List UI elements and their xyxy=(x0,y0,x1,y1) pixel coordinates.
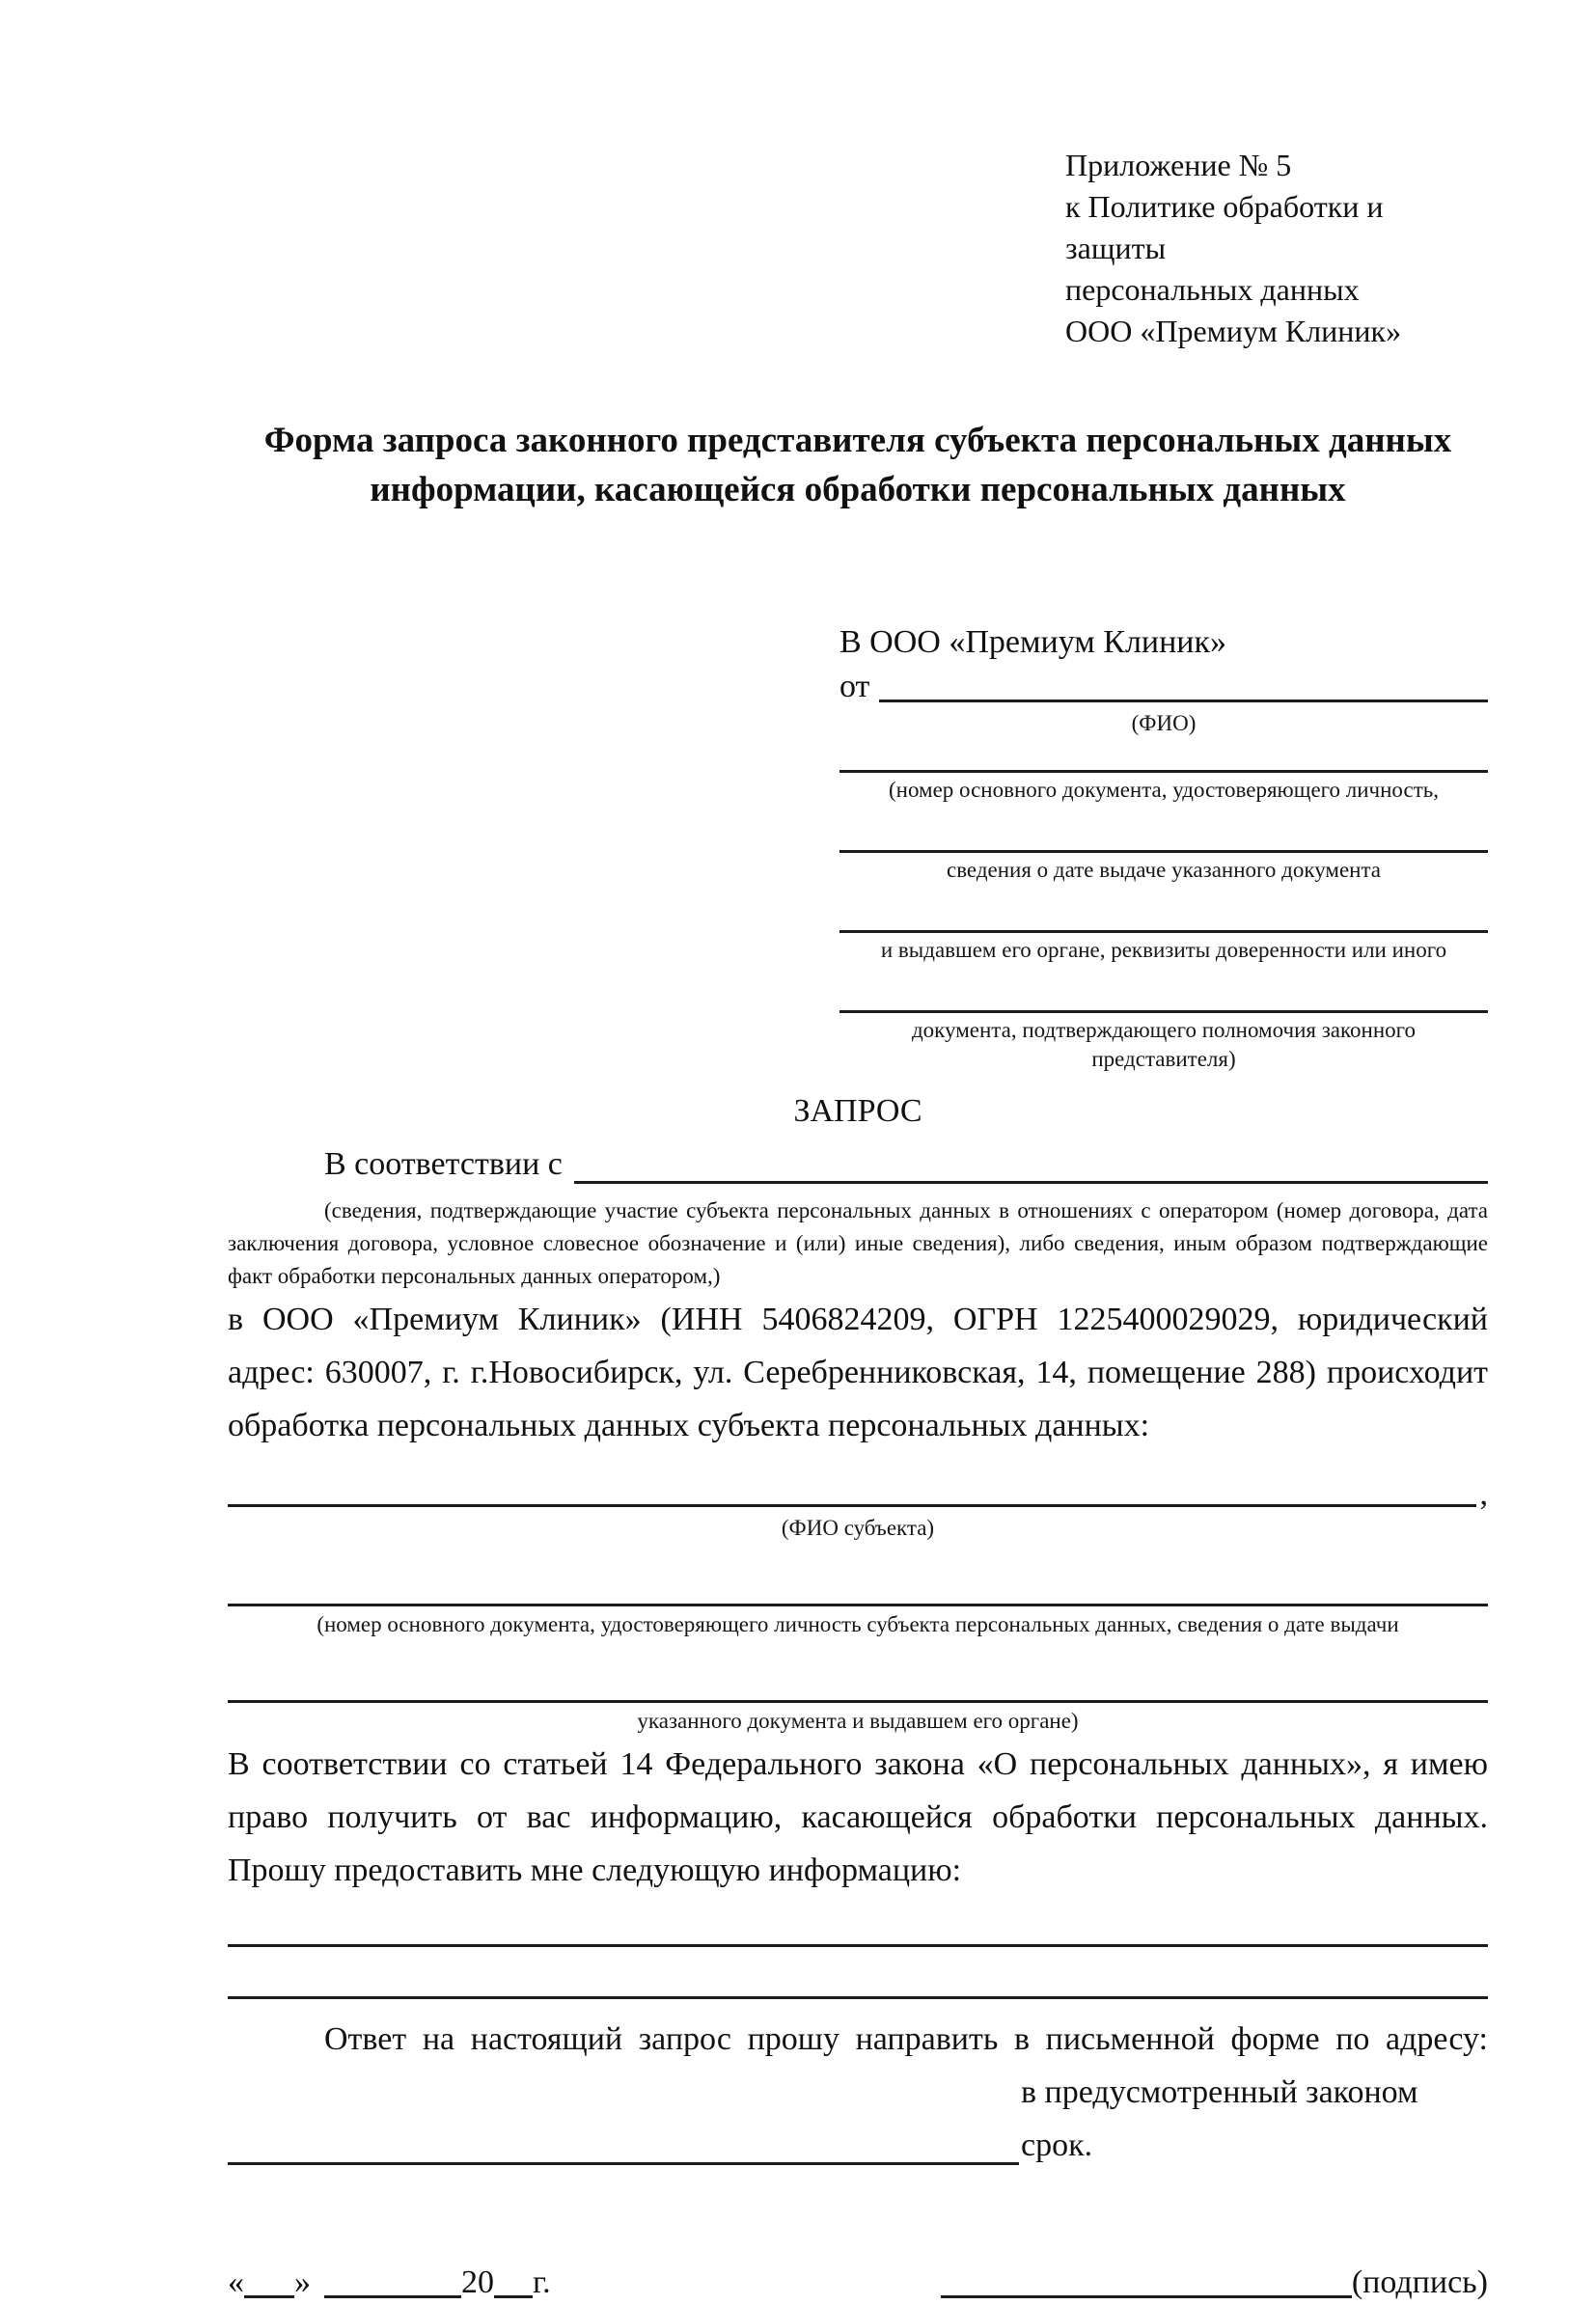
appendix-line-1: Приложение № 5 xyxy=(1065,148,1292,182)
signature-block xyxy=(941,2261,1488,2305)
date-year-prefix: 20 xyxy=(461,2264,494,2300)
date-quote-close: » xyxy=(294,2264,311,2300)
rep-doc-caption-3: и выдавшем его органе, реквизиты доверенности или иного xyxy=(880,938,1447,962)
from-label: от xyxy=(839,669,870,704)
reply-address-blank-line xyxy=(228,2162,1019,2165)
subject-doc-caption-2: указанного документа и выдавшем его органе) xyxy=(637,1709,1079,1733)
from-row xyxy=(839,665,1488,709)
rep-doc-row-3 xyxy=(839,898,1488,965)
reply-line-2 xyxy=(228,2066,1488,2172)
law-paragraph: В соответствии со статьей 14 Федерального закона «О персональных данных», я имею право получить от вас информацию, касающейся обработки персональных данных. Прошу предоставить мне следующую информацию: xyxy=(228,1746,1488,1888)
fio-caption: (ФИО) xyxy=(1131,711,1197,735)
addressee-block xyxy=(839,620,1488,1074)
document-title xyxy=(228,416,1488,514)
appendix-line-2: к Политике обработки и защиты xyxy=(1065,189,1384,265)
document-title-line-1: Форма запроса законного представителя субъекта персональных данных xyxy=(263,421,1452,460)
appendix-block xyxy=(1065,145,1488,352)
subject-fio-row xyxy=(228,1475,1488,1514)
rep-doc-caption-2: сведения о дате выдаче указанного документа xyxy=(946,858,1382,882)
blank-line xyxy=(228,1568,1488,1606)
rep-doc-row-1 xyxy=(839,738,1488,805)
trailing-comma: , xyxy=(1479,1476,1488,1512)
basis-label: В соответствии с xyxy=(324,1146,563,1182)
info-blank-line-1 xyxy=(228,1897,1488,1947)
subject-fio-blank-line xyxy=(228,1504,1476,1507)
reply-line-1: Ответ на настоящий запрос прошу направить в письменной форме по адресу: xyxy=(324,2021,1488,2057)
operator-paragraph: в ООО «Премиум Клиник» (ИНН 5406824209, ОГРН 1225400029029, юридический адрес: 630007, г. г.Новосибирск, ул. Серебренниковская, 14, помещение 288) происходит обработка персональных данных субъекта персональных данных: xyxy=(228,1302,1488,1443)
appendix-line-4: ООО «Премиум Клиник» xyxy=(1065,314,1402,348)
date-year-suffix: г. xyxy=(533,2264,551,2300)
info-blank-line-2 xyxy=(228,1949,1488,1999)
basis-blank-line xyxy=(574,1181,1488,1184)
reply-paragraph xyxy=(228,2013,1488,2172)
blank-line xyxy=(839,978,1488,1013)
subject-doc-row-1 xyxy=(228,1568,1488,1639)
basis-caption: (сведения, подтверждающие участие субъекта персональных данных в отношениях с оператором (номер договора, дата заключения договора, условное словесное обозначение и (или) иные сведения), либо сведения, иным образом подтверждающие факт обработки персональных данных оператором,) xyxy=(228,1198,1488,1288)
signature-blank-line xyxy=(941,2295,1352,2298)
blank-line xyxy=(228,1664,1488,1703)
subject-doc-caption-1: (номер основного документа, удостоверяющего личность субъекта персональных данных, сведения о дате выдачи xyxy=(316,1612,1399,1636)
rep-doc-row-4 xyxy=(839,978,1488,1074)
reply-line-2-suffix: в предусмотренный законом срок. xyxy=(1021,2074,1418,2163)
request-heading: ЗАПРОС xyxy=(793,1093,922,1129)
blank-line xyxy=(839,818,1488,853)
document-title-line-2: информации, касающейся обработки персональных данных xyxy=(370,470,1346,509)
rep-doc-row-2 xyxy=(839,818,1488,885)
appendix-line-3: персональных данных xyxy=(1065,272,1360,307)
blank-line xyxy=(839,738,1488,773)
subject-fio-caption: (ФИО субъекта) xyxy=(781,1516,935,1540)
subject-doc-row-2 xyxy=(228,1664,1488,1736)
addressee-org: В ООО «Премиум Клиник» xyxy=(839,624,1227,660)
basis-row xyxy=(228,1138,1488,1191)
rep-doc-caption-4: документа, подтверждающего полномочия законного представителя) xyxy=(911,1018,1416,1071)
date-quote-open: « xyxy=(228,2264,244,2300)
date-day-blank xyxy=(244,2295,294,2298)
blank-line xyxy=(839,898,1488,933)
fio-blank-line xyxy=(879,700,1488,702)
date-month-blank xyxy=(324,2295,461,2298)
date-year-blank xyxy=(494,2295,533,2298)
date-block xyxy=(228,2261,551,2305)
signature-caption: (подпись) xyxy=(1351,2264,1488,2300)
footer-row xyxy=(228,2261,1488,2305)
rep-doc-caption-1: (номер основного документа, удостоверяющего личность, xyxy=(888,778,1439,802)
